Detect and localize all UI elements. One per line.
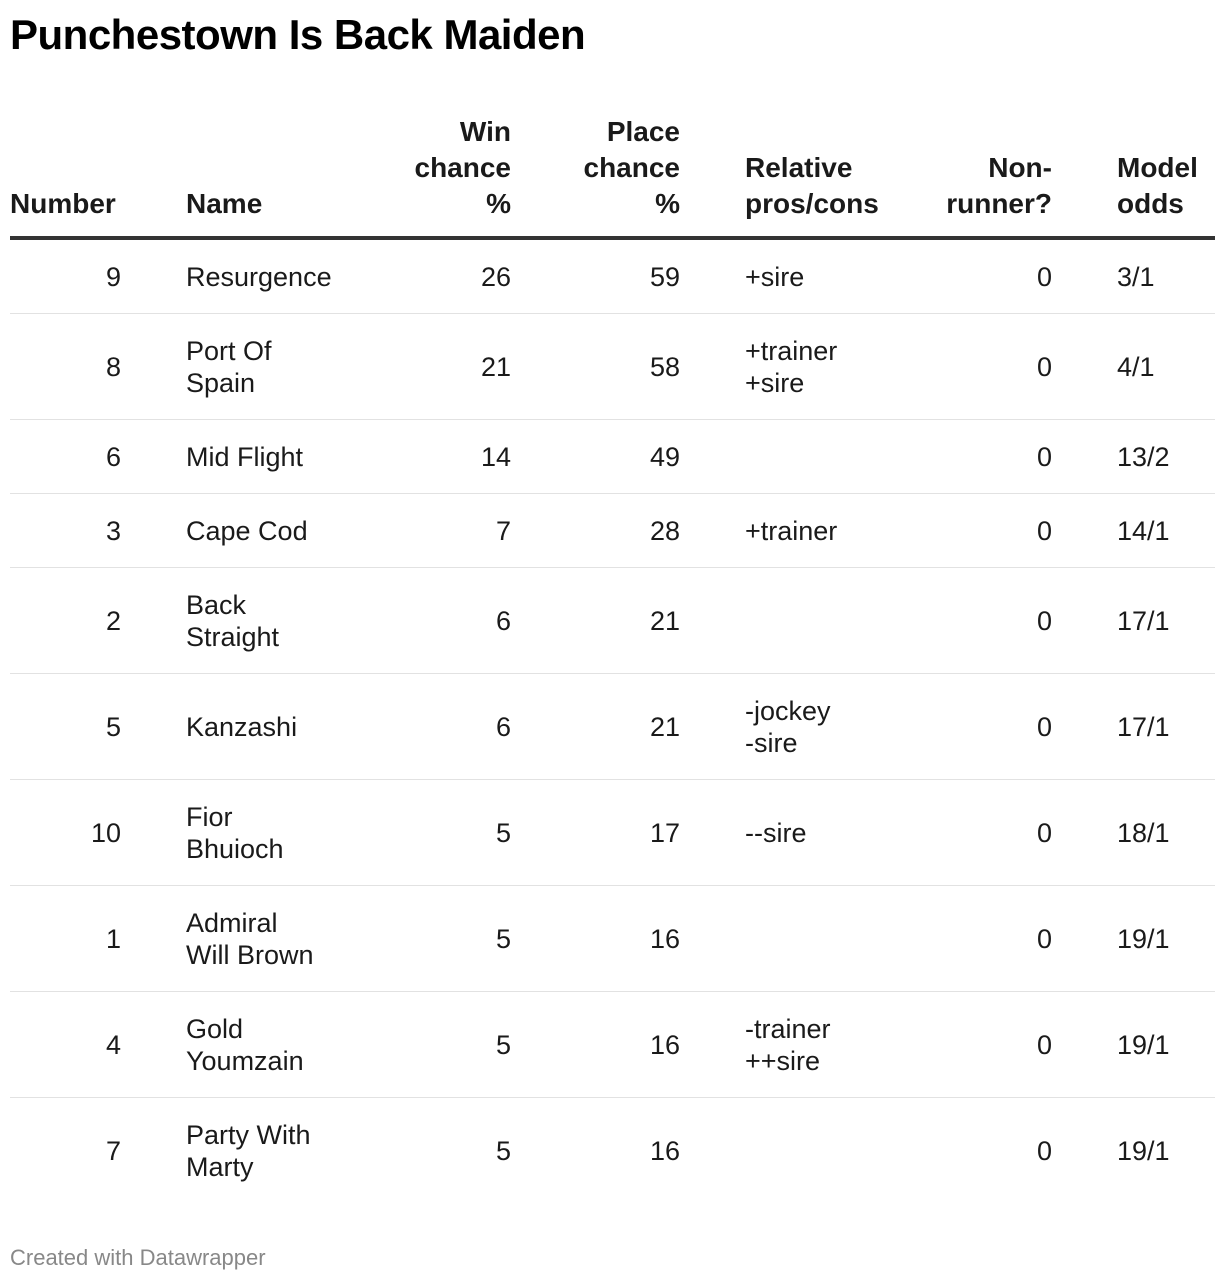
cell-win-chance: 6 <box>361 568 511 674</box>
header-number[interactable]: Number <box>10 114 121 238</box>
cell-name: Party With Marty <box>186 1119 311 1182</box>
cell-win-chance: 5 <box>361 780 511 886</box>
table-row <box>10 314 1215 420</box>
cell-model-odds: 17/1 <box>1052 674 1215 780</box>
cell-name: Port Of Spain <box>121 314 361 420</box>
cell-number: 4 <box>10 992 121 1098</box>
cell-place-chance: 59 <box>511 238 680 314</box>
cell-pros-cons: -trainer ++sire <box>680 992 905 1098</box>
cell-model-odds: 17/1 <box>1052 568 1215 674</box>
cell-name: Admiral Will Brown <box>121 886 361 992</box>
cell-place-chance: 28 <box>511 494 680 568</box>
cell-place-chance: 49 <box>511 420 680 494</box>
cell-number: 9 <box>10 238 121 314</box>
cell-number: 6 <box>10 420 121 494</box>
cell-model-odds: 13/2 <box>1052 420 1215 494</box>
cell-model-odds: 18/1 <box>1052 780 1215 886</box>
cell-number: 8 <box>10 314 121 420</box>
table-row <box>10 494 1215 568</box>
header-model-odds[interactable]: Model odds <box>1052 114 1215 238</box>
cell-number: 5 <box>10 674 121 780</box>
cell-number: 1 <box>10 886 121 992</box>
page-title: Punchestown Is Back Maiden <box>10 11 586 58</box>
cell-model-odds: 19/1 <box>1052 992 1215 1098</box>
table-row <box>10 568 1215 674</box>
table-row <box>10 886 1215 992</box>
cell-model-odds: 14/1 <box>1052 494 1215 568</box>
cell-non-runner: 0 <box>905 886 1052 992</box>
cell-pros-cons: +sire <box>680 238 905 314</box>
cell-pros-cons <box>680 1098 905 1204</box>
cell-place-chance: 58 <box>511 314 680 420</box>
table-row <box>10 1098 1215 1204</box>
cell-model-odds: 3/1 <box>1052 238 1215 314</box>
cell-place-chance: 16 <box>511 886 680 992</box>
cell-win-chance: 26 <box>361 238 511 314</box>
cell-name: Cape Cod <box>121 494 361 568</box>
cell-win-chance: 5 <box>361 992 511 1098</box>
cell-non-runner: 0 <box>905 674 1052 780</box>
cell-win-chance: 21 <box>361 314 511 420</box>
cell-place-chance: 16 <box>511 992 680 1098</box>
cell-non-runner: 0 <box>905 420 1052 494</box>
cell-pros-cons <box>680 568 905 674</box>
cell-non-runner: 0 <box>905 494 1052 568</box>
cell-non-runner: 0 <box>905 780 1052 886</box>
cell-place-chance: 21 <box>511 568 680 674</box>
cell-pros-cons <box>680 420 905 494</box>
cell-pros-cons <box>680 886 905 992</box>
cell-non-runner: 0 <box>905 992 1052 1098</box>
cell-model-odds: 4/1 <box>1052 314 1215 420</box>
cell-name: Kanzashi <box>121 674 361 780</box>
cell-pros-cons: -jockey -sire <box>680 674 905 780</box>
cell-pros-cons: +trainer <box>680 494 905 568</box>
table-row <box>10 238 1215 314</box>
cell-win-chance: 14 <box>361 420 511 494</box>
cell-model-odds: 19/1 <box>1117 1135 1170 1166</box>
cell-model-odds: 19/1 <box>1052 886 1215 992</box>
cell-win-chance: 6 <box>361 674 511 780</box>
cell-non-runner: 0 <box>905 238 1052 314</box>
cell-number: 7 <box>105 1135 121 1166</box>
header-pros-cons[interactable]: Relative pros/cons <box>680 114 905 238</box>
cell-win-chance: 7 <box>361 494 511 568</box>
cell-place-chance: 17 <box>511 780 680 886</box>
table-body <box>10 238 1215 1203</box>
cell-name: Back Straight <box>121 568 361 674</box>
cell-win-chance: 5 <box>495 1135 511 1166</box>
cell-number: 10 <box>10 780 121 886</box>
header-name[interactable]: Name <box>121 114 361 238</box>
cell-name: Gold Youmzain <box>121 992 361 1098</box>
cell-number: 3 <box>10 494 121 568</box>
cell-place-chance: 16 <box>649 1135 680 1166</box>
cell-name: Fior Bhuioch <box>121 780 361 886</box>
header-non-runner[interactable]: Non- runner? <box>905 114 1052 238</box>
cell-name: Resurgence <box>121 238 361 314</box>
table-row <box>10 420 1215 494</box>
cell-non-runner: 0 <box>905 314 1052 420</box>
cell-win-chance: 5 <box>361 886 511 992</box>
race-table <box>10 114 1215 1203</box>
cell-place-chance: 21 <box>511 674 680 780</box>
cell-non-runner: 0 <box>1036 1135 1052 1166</box>
table-row <box>10 780 1215 886</box>
cell-pros-cons: +trainer +sire <box>680 314 905 420</box>
cell-name: Mid Flight <box>121 420 361 494</box>
cell-pros-cons: --sire <box>680 780 905 886</box>
header-win-chance[interactable]: Win chance % <box>361 114 511 238</box>
datawrapper-credit[interactable]: Created with Datawrapper <box>10 1245 266 1270</box>
header-place-chance[interactable]: Place chance % <box>511 114 680 238</box>
table-row <box>10 674 1215 780</box>
table-header-row <box>10 114 1215 238</box>
table-row <box>10 992 1215 1098</box>
cell-non-runner: 0 <box>905 568 1052 674</box>
cell-number: 2 <box>10 568 121 674</box>
